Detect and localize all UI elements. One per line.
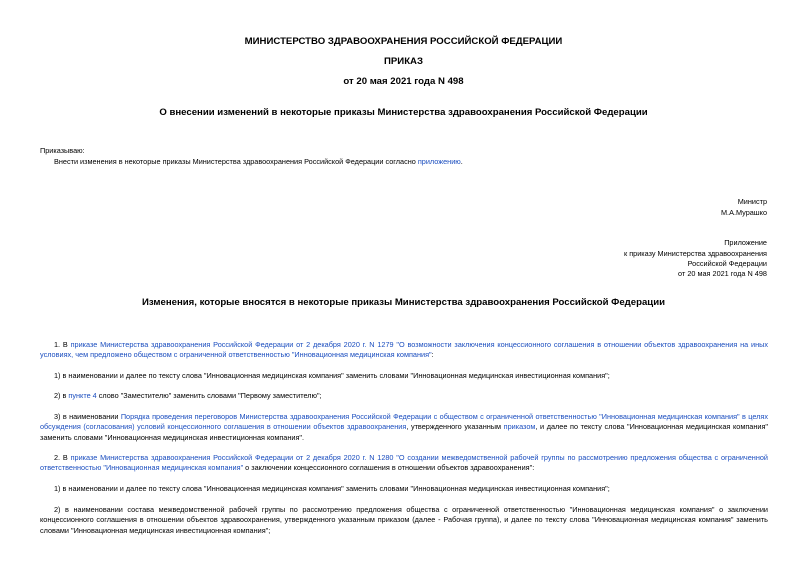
item-2-suffix: о заключении концессионного соглашения в отношении объектов здравоохранения": (243, 463, 535, 473)
appendix-line-2: Российской Федерации (687, 259, 767, 268)
item-1-sub-1: 1) в наименовании и далее по тексту слова "Инновационная медицинская компания" заменить словами "Инновационная медицинская инвестиционная компания"; (54, 371, 610, 380)
item-1-prefix: 1. В (54, 340, 71, 349)
appendix-label: Приложение (724, 238, 767, 247)
order-text-after: . (460, 157, 463, 166)
negotiation-procedure-link[interactable]: Порядка проведения переговоров Министерства здравоохранения Российской Федерации с обществом с ограниченной ответственностью "Инновационная медицинская компания" в целях обсуждения (согласования) условий концессионного соглашения в отношении объектов здравоохранения (40, 412, 768, 432)
item-2-prefix: 2. В (54, 453, 71, 462)
order-text-before: Внести изменения в некоторые приказы Министерства здравоохранения Российской Федерации согласно (54, 157, 418, 166)
order-intro: Приказываю: (40, 146, 85, 155)
item-2 (40, 453, 768, 474)
item-1-suffix: : (431, 350, 434, 360)
item-1-sub-2-suffix: слово "Заместителю" заменить словами "Первому заместителю"; (96, 391, 322, 400)
clause-4-link[interactable]: пункте 4 (68, 391, 97, 400)
order-text (54, 157, 463, 167)
appendix-title: Изменения, которые вносятся в некоторые приказы Министерства здравоохранения Российской Федерации (141, 297, 665, 308)
appendix-line-1: к приказу Министерства здравоохранения (623, 249, 767, 258)
document-date-number: от 20 мая 2021 года N 498 (343, 76, 464, 87)
document-subject: О внесении изменений в некоторые приказы Министерства здравоохранения Российской Федерации (159, 107, 648, 118)
item-1-sub-3-middle: , утвержденного указанным (406, 422, 504, 432)
item-1-sub-3-suffix: , и далее по тексту слова "Инновационная медицинская компания" заменить словами "Инновационная медицинская инвестиционная компания". (40, 422, 768, 442)
order-1279-link[interactable]: приказе Министерства здравоохранения Российской Федерации от 2 декабря 2020 г. N 1279 "О возможности заключения концессионного соглашения в отношении объектов здравоохранения на иных условиях, чем предложено обществом с ограниченной ответственностью "Инновационная медицинская компания" (40, 340, 768, 360)
appendix-link[interactable]: приложению (417, 157, 461, 166)
order-link[interactable]: приказом (503, 422, 536, 432)
document-type: ПРИКАЗ (384, 56, 423, 67)
item-1-sub-2-prefix: 2) в (54, 391, 69, 400)
signature-name: М.А.Мурашко (720, 208, 767, 217)
item-1-sub-3-prefix: 3) в наименовании (54, 412, 121, 421)
item-2-sub-1: 1) в наименовании и далее по тексту слова "Инновационная медицинская компания" заменить словами "Инновационная медицинская инвестиционная компания"; (54, 484, 610, 493)
item-2-sub-2: 2) в наименовании состава межведомственной рабочей группы по рассмотрению предложения общества с ограниченной ответственностью "Инновационная медицинская компания" о заключении концессионного соглашения в отношении объектов здравоохранения, утвержденного указанным приказом (далее - Рабочая группа), и далее по тексту слова "Инновационная медицинская компания" заменить словами "Инновационная медицинская инвестиционная компания"; (40, 505, 768, 535)
signature-position: Министр (737, 197, 767, 206)
appendix-line-3: от 20 мая 2021 года N 498 (678, 269, 767, 278)
item-1-sub-2 (54, 391, 322, 401)
order-1280-link[interactable]: приказе Министерства здравоохранения Российской Федерации от 2 декабря 2020 г. N 1280 "О создании межведомственной рабочей группы по рассмотрению предложения общества с ограниченной ответственностью "Инновационная медицинская компания" (40, 453, 768, 473)
ministry-title: МИНИСТЕРСТВО ЗДРАВООХРАНЕНИЯ РОССИЙСКОЙ ФЕДЕРАЦИИ (244, 36, 563, 47)
item-1 (40, 340, 768, 361)
item-1-sub-3 (40, 412, 768, 443)
